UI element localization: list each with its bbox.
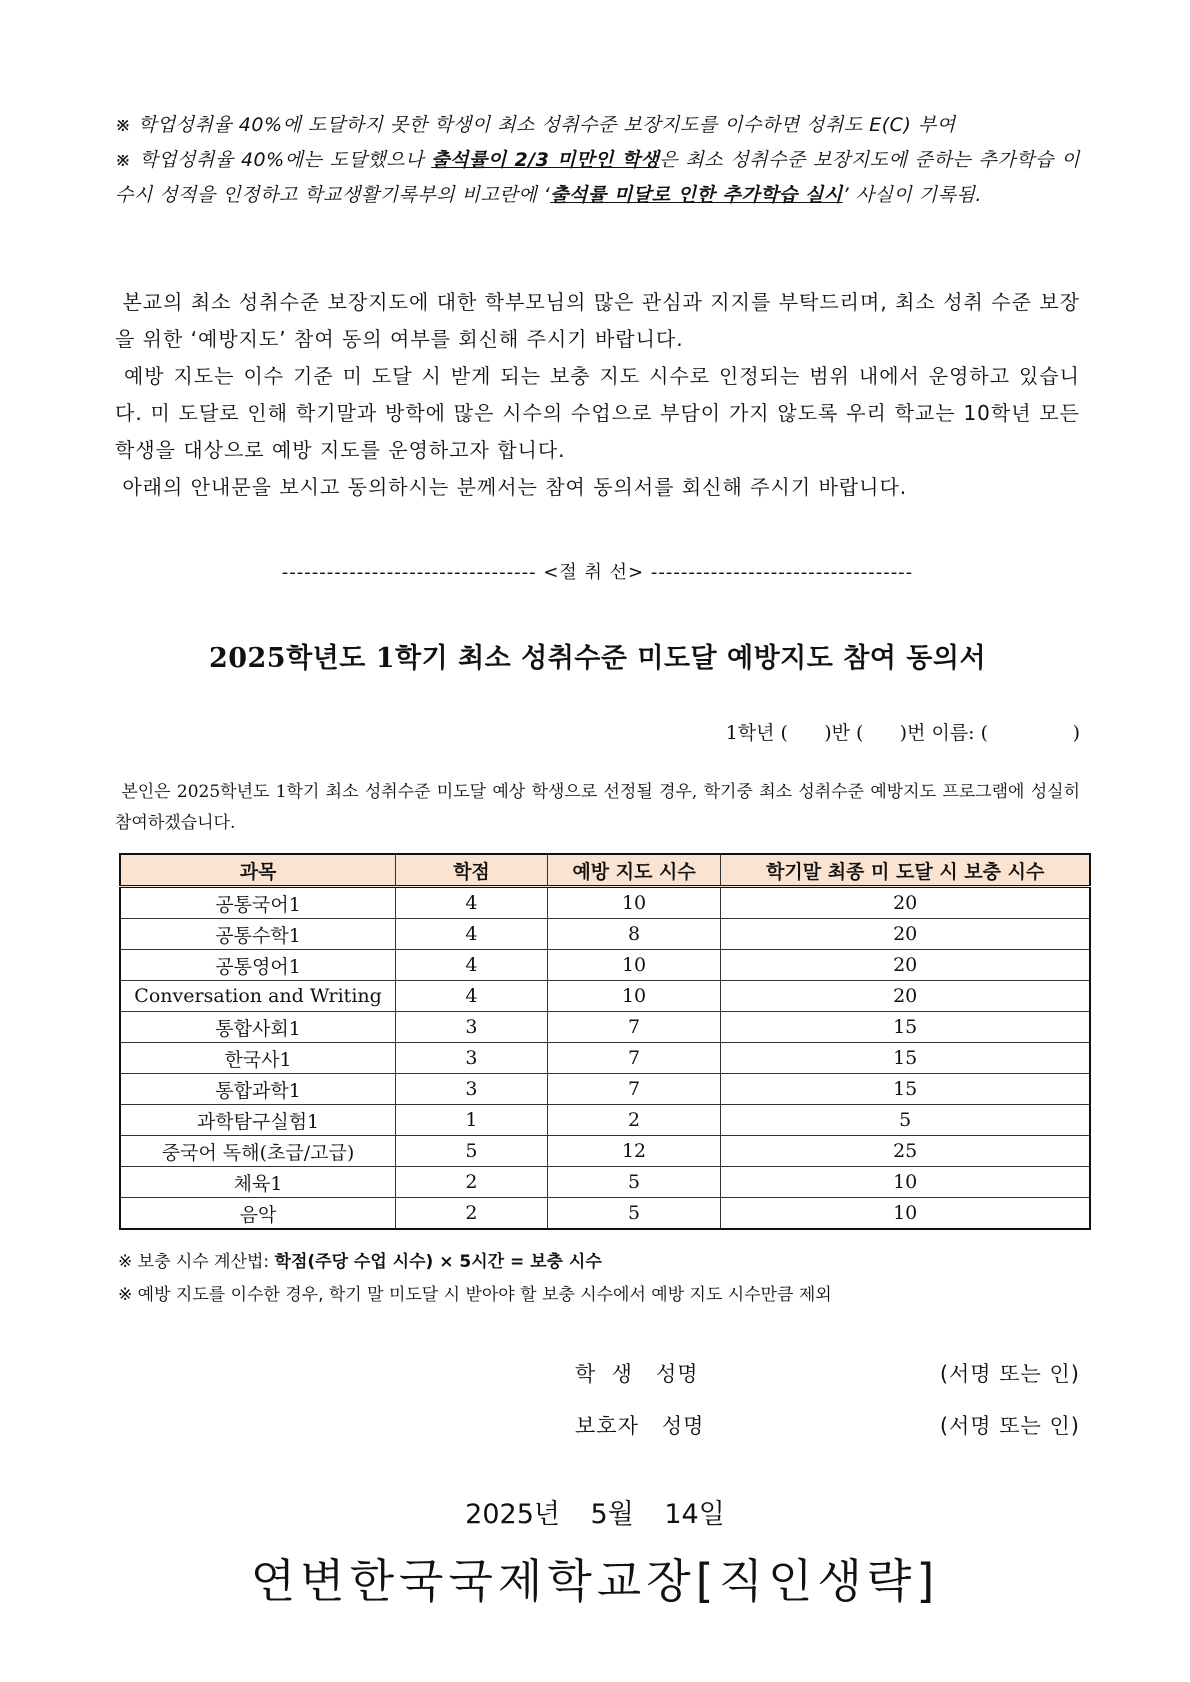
cell-prevention: 5 (547, 1167, 721, 1198)
cell-credits: 2 (396, 1167, 548, 1198)
cell-remedial: 20 (721, 887, 1090, 919)
cell-prevention: 10 (547, 887, 721, 919)
table-row (120, 1105, 1090, 1136)
cell-remedial: 15 (721, 1074, 1090, 1105)
student-id-line: 1학년 ( )반 ( )번 이름: ( ) (725, 722, 1080, 744)
cell-subject: Conversation and Writing (120, 981, 396, 1012)
cell-subject: 음악 (120, 1198, 396, 1230)
cell-prevention: 8 (547, 919, 721, 950)
cell-remedial: 5 (721, 1105, 1090, 1136)
cell-subject: 공통국어1 (120, 887, 396, 919)
table-row (120, 950, 1090, 981)
table-row (120, 887, 1090, 919)
table-row (120, 1074, 1090, 1105)
cell-subject: 통합사회1 (120, 1012, 396, 1043)
paragraph-2-text: 예방 지도는 이수 기준 미 도달 시 받게 되는 보충 지도 시수로 인정되는 범위 내에서 운영하고 있습니다. 미 도달로 인해 학기말과 방학에 많은 시수의 수업으로 부담이 가지 않도록 우리 학교는 10학년 모든 학생을 대상으로 예방 지도를 운영하고자 합니다. (115, 364, 1080, 462)
guidance-paragraph (115, 284, 1080, 506)
note-underline-extra-study: 출석률 미달로 인한 추가학습 실시 (550, 184, 843, 206)
cell-remedial: 15 (721, 1012, 1090, 1043)
paragraph-1 (115, 284, 1080, 358)
cell-subject: 공통수학1 (120, 919, 396, 950)
table-row (120, 1198, 1090, 1230)
note-line-2 (115, 143, 1080, 213)
table-row (120, 919, 1090, 950)
cell-credits: 4 (396, 887, 548, 919)
footnote-calculation (118, 1246, 1078, 1279)
note-line-1: ※ 학업성취율 40%에 도달하지 못한 학생이 최소 성취수준 보장지도를 이수하면 성취도 E(C) 부여 (115, 114, 956, 136)
cell-credits: 3 (396, 1012, 548, 1043)
cell-credits: 2 (396, 1198, 548, 1230)
note-underline-attendance: 출석률이 2/3 미만인 학생 (431, 149, 660, 171)
cell-credits: 4 (396, 919, 548, 950)
paragraph-1-text: 본교의 최소 성취수준 보장지도에 대한 학부모님의 많은 관심과 지지를 부탁드리며, 최소 성취 수준 보장을 위한 ‘예방지도’ 참여 동의 여부를 회신해 주시기 바랍니다. (115, 290, 1080, 351)
cell-prevention: 5 (547, 1198, 721, 1230)
pledge-sentence: 본인은 2025학년도 1학기 최소 성취수준 미도달 예상 학생으로 선정될 경우, 학기중 최소 성취수준 예방지도 프로그램에 성실히 참여하겠습니다. (115, 782, 1081, 833)
cell-credits: 5 (396, 1136, 548, 1167)
student-signature-label: 학 생 성명 (575, 1362, 699, 1386)
cell-remedial: 20 (721, 919, 1090, 950)
paragraph-3 (115, 469, 1080, 506)
cell-prevention: 2 (547, 1105, 721, 1136)
cell-prevention: 7 (547, 1074, 721, 1105)
header-subject: 과목 (120, 854, 396, 887)
student-signature-note: (서명 또는 인) (939, 1362, 1080, 1386)
note-line-2-end: ’ 사실이 기록됨. (842, 184, 982, 206)
cell-prevention: 10 (547, 981, 721, 1012)
cell-prevention: 10 (547, 950, 721, 981)
note-line-2-middle: 은 최소 성취수준 보장지도에 준하는 추가학습 이수시 성적을 인정하고 학교생활기록부의 비고란에 ‘ (115, 149, 1080, 206)
cell-credits: 3 (396, 1074, 548, 1105)
cell-remedial: 10 (721, 1167, 1090, 1198)
table-row (120, 1012, 1090, 1043)
note-line-2-start: ※ 학업성취율 40%에는 도달했으나 (115, 149, 432, 171)
cell-credits: 3 (396, 1043, 548, 1074)
footnote-calculation-label: ※ 보충 시수 계산법: (118, 1252, 275, 1272)
cell-prevention: 7 (547, 1012, 721, 1043)
cut-line: ---------------------------------- <절 취 선> ----------------------------------- (281, 562, 914, 583)
cell-credits: 1 (396, 1105, 548, 1136)
table-header-row (120, 854, 1090, 887)
table-footnotes (118, 1246, 1078, 1312)
notes-section (115, 108, 1080, 213)
form-title: 2025학년도 1학기 최소 성취수준 미도달 예방지도 참여 동의서 (208, 643, 987, 674)
cell-subject: 체육1 (120, 1167, 396, 1198)
table-row (120, 1136, 1090, 1167)
paragraph-2 (115, 358, 1080, 469)
guardian-signature-label: 보호자 성명 (575, 1414, 705, 1438)
footnote-calculation-formula: 학점(주당 수업 시수) × 5시간 = 보충 시수 (274, 1252, 602, 1272)
cell-remedial: 15 (721, 1043, 1090, 1074)
subject-table (119, 853, 1091, 1230)
document-date: 2025년 5월 14일 (465, 1499, 725, 1530)
cell-subject: 중국어 독해(초급/고급) (120, 1136, 396, 1167)
cell-credits: 4 (396, 981, 548, 1012)
cell-subject: 한국사1 (120, 1043, 396, 1074)
cell-subject: 과학탐구실험1 (120, 1105, 396, 1136)
cell-subject: 통합과학1 (120, 1074, 396, 1105)
table-row (120, 1043, 1090, 1074)
cell-subject: 공통영어1 (120, 950, 396, 981)
header-remedial-hours: 학기말 최종 미 도달 시 보충 시수 (721, 854, 1090, 887)
cell-prevention: 7 (547, 1043, 721, 1074)
header-credits: 학점 (396, 854, 548, 887)
table-row (120, 981, 1090, 1012)
cell-credits: 4 (396, 950, 548, 981)
cell-prevention: 12 (547, 1136, 721, 1167)
paragraph-3-text: 아래의 안내문을 보시고 동의하시는 분께서는 참여 동의서를 회신해 주시기 바랍니다. (122, 475, 908, 499)
table-row (120, 1167, 1090, 1198)
guardian-signature-note: (서명 또는 인) (939, 1414, 1080, 1438)
pledge-text (115, 777, 1080, 839)
school-principal-name: 연변한국국제학교장[직인생략] (250, 1554, 940, 1608)
cell-remedial: 10 (721, 1198, 1090, 1230)
cell-remedial: 25 (721, 1136, 1090, 1167)
header-prevention-hours: 예방 지도 시수 (547, 854, 721, 887)
cell-remedial: 20 (721, 981, 1090, 1012)
cell-remedial: 20 (721, 950, 1090, 981)
footnote-exemption: ※ 예방 지도를 이수한 경우, 학기 말 미도달 시 받아야 할 보충 시수에서 예방 지도 시수만큼 제외 (118, 1285, 832, 1305)
